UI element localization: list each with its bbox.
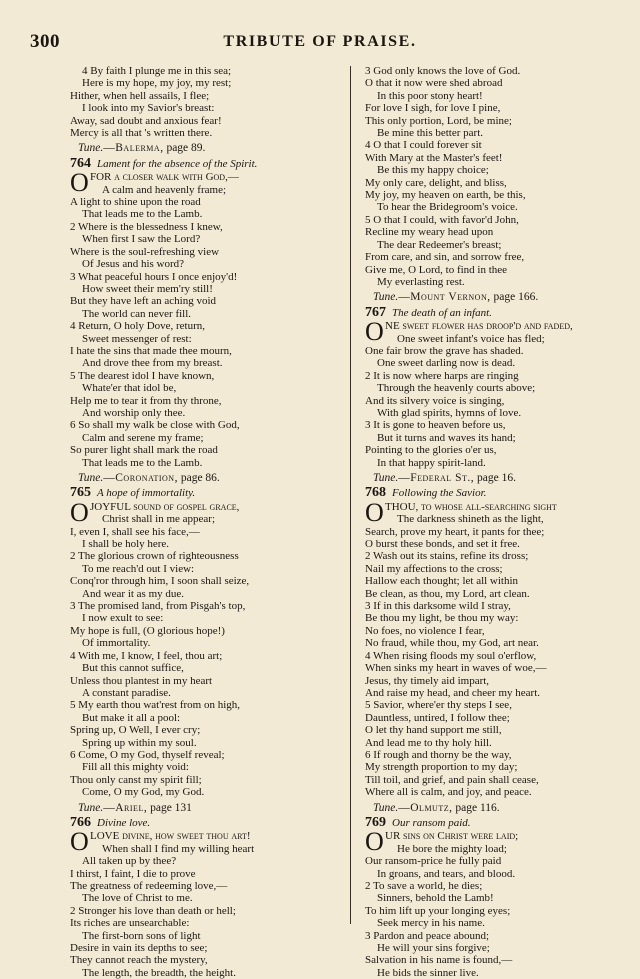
verse-line: The dear Redeemer's breast;	[377, 238, 502, 251]
verse-line: I shall be holy here.	[82, 538, 170, 551]
drop-cap: O	[365, 827, 384, 857]
verse-line: One fair brow the grave has shaded.	[365, 344, 524, 357]
verse-line: My only care, delight, and bliss,	[365, 176, 507, 189]
verse-line: 2 Wash out its stains, refine its dross;	[365, 550, 529, 563]
stanza-block	[365, 526, 640, 799]
verse-line: How sweet their mem'ry still!	[82, 282, 213, 295]
verse-line: Till toil, and grief, and pain shall cease,	[365, 773, 539, 786]
tune-page: page 131	[150, 801, 192, 814]
verse-line: 4 When rising floods my soul o'erflow,	[365, 649, 537, 662]
verse-line: Be mine this better part.	[377, 127, 483, 140]
verse-line: Of immortality.	[82, 637, 151, 650]
verse-line: 5 O that I could, with favor'd John,	[365, 213, 519, 226]
stanza-block	[365, 855, 640, 979]
verse-line: 4 By faith I plunge me in this sea;	[82, 65, 232, 77]
verse-line: Search, prove my heart, it pants for thee;	[365, 525, 545, 538]
verse-line: Fill all this mighty void:	[82, 761, 189, 774]
tune-name: —Coronation,	[103, 472, 178, 484]
first-stanza	[70, 168, 345, 198]
verse-line: I thirst, I faint, I die to prove	[70, 867, 196, 880]
verse-line: The world can never fill.	[82, 307, 192, 320]
hymn-number: 765	[70, 485, 91, 501]
verse-line: And raise my head, and cheer my heart.	[365, 686, 541, 699]
tune-page: page 86.	[180, 472, 220, 484]
verse-line: O burst these bonds, and set it free.	[365, 538, 520, 551]
tune-label: Tune.	[373, 801, 399, 814]
verse-line: To hear the Bridegroom's voice.	[377, 201, 518, 214]
verse-line: Sinners, behold the Lamb!	[377, 892, 494, 905]
verse-line: Jesus, thy timely aid impart,	[365, 674, 490, 687]
verse-line: 6 Come, O my God, thyself reveal;	[70, 748, 225, 761]
tune-page: page 16.	[476, 472, 516, 484]
tune-name: —Federal St.,	[398, 472, 475, 484]
hymn-title: A hope of immortality.	[97, 487, 196, 500]
verse-line: 3 God only knows the love of God.	[365, 65, 521, 77]
verse-line: So purer light shall mark the road	[70, 444, 218, 457]
verse-line: That leads me to the Lamb.	[82, 456, 203, 469]
first-line: FOR a closer walk with God,—	[90, 171, 239, 184]
second-line: One sweet infant's voice has fled;	[397, 332, 545, 345]
verse-line: And its silvery voice is singing,	[365, 394, 505, 407]
verse-line: Thou only canst my spirit fill;	[70, 773, 202, 786]
tune-page: page 116.	[455, 801, 500, 814]
verse-line: My hope is full, (O glorious hope!)	[70, 624, 225, 637]
stanza-block	[365, 65, 640, 288]
tune-line	[78, 802, 345, 814]
tune-line	[373, 291, 640, 303]
verse-line: Spring up within my soul.	[82, 736, 197, 749]
first-stanza	[365, 827, 640, 857]
verse-line: 3 The promised land, from Pisgah's top,	[70, 600, 246, 613]
verse-line: No foes, no violence I fear,	[365, 624, 485, 637]
verse-line: They cannot reach the mystery,	[70, 954, 208, 967]
verse-line: Be this my happy choice;	[377, 164, 489, 177]
tune-page: page 89.	[166, 142, 206, 155]
verse-line: 3 It is gone to heaven before us,	[365, 419, 506, 432]
verse-line: 6 If rough and thorny be the way,	[365, 748, 512, 761]
first-stanza	[365, 497, 640, 527]
verse-line: All taken up by thee?	[82, 855, 177, 868]
verse-line: Through the heavenly courts above;	[377, 382, 536, 395]
verse-line: Help me to tear it from thy throne,	[70, 394, 222, 407]
hymn-title: Lament for the absence of the Spirit.	[97, 157, 258, 170]
tune-line	[373, 802, 640, 814]
tune-name: —Olmutz,	[398, 801, 453, 814]
verse-line: With Mary at the Master's feet!	[365, 151, 503, 164]
verse-line: O that it now were shed abroad	[365, 77, 503, 90]
verse-line: 4 Return, O holy Dove, return,	[70, 320, 206, 333]
drop-cap: O	[365, 497, 384, 527]
first-line: JOYFUL sound of gospel grace,	[90, 500, 240, 513]
verse-line: But it turns and waves its hand;	[377, 431, 516, 444]
verse-line: 3 Pardon and peace abound;	[365, 929, 490, 942]
verse-line: Hallow each thought; let all within	[365, 575, 519, 588]
verse-line: My joy, my heaven on earth, be this,	[365, 189, 526, 202]
tune-label: Tune.	[373, 472, 399, 484]
verse-line: That leads me to the Lamb.	[82, 208, 203, 221]
hymn-header	[70, 155, 345, 171]
verse-line: 6 So shall my walk be close with God,	[70, 419, 240, 432]
verse-line: In this poor stony heart!	[377, 89, 483, 102]
verse-line: Where all is calm, and joy, and peace.	[365, 786, 532, 799]
verse-line: Away, sad doubt and anxious fear!	[70, 114, 222, 127]
second-line: When shall I find my willing heart	[102, 842, 255, 855]
verse-line: With glad spirits, hymns of love.	[377, 406, 522, 419]
tune-label: Tune.	[78, 801, 104, 814]
tune-line	[78, 142, 345, 154]
verse-line: Recline my weary head upon	[365, 226, 494, 239]
verse-line: The love of Christ to me.	[82, 892, 193, 905]
verse-line: In groans, and tears, and blood.	[377, 867, 516, 880]
verse-line: My strength proportion to my day;	[365, 761, 518, 774]
verse-line: Here is my hope, my joy, my rest;	[82, 77, 232, 90]
drop-cap: O	[365, 317, 384, 347]
tune-page: page 166.	[493, 291, 539, 304]
second-line: A calm and heavenly frame;	[102, 183, 227, 196]
stanza-block	[70, 526, 345, 799]
verse-line: The length, the breadth, the height.	[82, 966, 236, 979]
verse-line: Our ransom-price he fully paid	[365, 855, 502, 868]
tune-label: Tune.	[373, 291, 399, 304]
verse-line: Spring up, O Well, I ever cry;	[70, 724, 201, 737]
verse-line: I hate the sins that made thee mourn,	[70, 344, 232, 357]
verse-line: But this cannot suffice,	[82, 662, 184, 675]
verse-line: A light to shine upon the road	[70, 196, 201, 209]
verse-line: 2 Where is the blessedness I knew,	[70, 220, 223, 233]
verse-line: Come, O my God, my God.	[82, 786, 205, 799]
verse-line: Its riches are unsearchable:	[70, 917, 190, 930]
running-head: TRIBUTE OF PRAISE.	[223, 33, 417, 50]
stanza-block	[365, 345, 640, 469]
verse-line: And drove thee from my breast.	[82, 357, 223, 370]
verse-line: 3 If in this darksome wild I stray,	[365, 600, 511, 613]
hymn-header	[70, 814, 345, 830]
hymn-number: 769	[365, 814, 386, 830]
verse-line: 5 My earth thou wat'rest from on high,	[70, 699, 241, 712]
verse-line: When sinks my heart in waves of woe,—	[365, 662, 547, 675]
verse-line: Conq'ror through him, I soon shall seize,	[70, 575, 250, 588]
second-line: The darkness shineth as the light,	[397, 513, 544, 526]
verse-line: No fraud, while thou, my God, art near.	[365, 637, 539, 650]
first-stanza	[70, 827, 345, 857]
hymn-number: 768	[365, 485, 386, 501]
verse-line: And worship only thee.	[82, 406, 186, 419]
hymn-title: Our ransom paid.	[392, 816, 471, 829]
verse-line: In that happy spirit-land.	[377, 456, 486, 469]
verse-line: When first I saw the Lord?	[82, 233, 201, 246]
verse-line: One sweet darling now is dead.	[377, 357, 516, 370]
tune-name: —Balerma,	[103, 142, 164, 155]
verse-line: He will your sins forgive;	[377, 942, 490, 955]
verse-line: To me reach'd out I view:	[82, 562, 195, 575]
verse-line: 5 The dearest idol I have known,	[70, 369, 215, 382]
verse-line: Unless thou plantest in my heart	[70, 674, 213, 687]
hymn-number: 766	[70, 814, 91, 830]
verse-line: He bids the sinner live.	[377, 966, 479, 979]
tune-line	[78, 472, 345, 484]
verse-line: Dauntless, untired, I follow thee;	[365, 711, 510, 724]
tune-label: Tune.	[78, 472, 104, 484]
left-column	[70, 65, 345, 979]
hymn-header	[365, 304, 640, 320]
verse-line: The first-born sons of light	[82, 929, 201, 942]
verse-line: Salvation in his name is found,—	[365, 954, 513, 967]
verse-line: Desire in vain its depths to see;	[70, 942, 208, 955]
stanza-block	[70, 65, 345, 139]
first-stanza	[70, 497, 345, 527]
verse-line: Mercy is all that 's written there.	[70, 127, 213, 140]
verse-line: Sweet messenger of rest:	[82, 332, 192, 345]
hymn-header	[365, 814, 640, 830]
stanza-block	[70, 855, 345, 979]
verse-line: 2 Stronger his love than death or hell;	[70, 904, 236, 917]
stanza-block	[70, 196, 345, 469]
verse-line: 4 O that I could forever sit	[365, 139, 482, 152]
verse-line: 2 To save a world, he dies;	[365, 880, 483, 892]
hymn-title: Divine love.	[97, 816, 151, 829]
second-line: He bore the mighty load;	[397, 842, 507, 855]
verse-line: This only portion, Lord, be mine;	[365, 114, 512, 127]
verse-line: Be thou my light, be thou my way:	[365, 612, 519, 625]
verse-line: To him lift up your longing eyes;	[365, 904, 511, 917]
drop-cap: O	[70, 168, 89, 198]
verse-line: Of Jesus and his word?	[82, 258, 185, 271]
verse-line: The greatness of redeeming love,—	[70, 880, 228, 892]
hymn-title: Following the Savior.	[392, 487, 487, 500]
verse-line: My everlasting rest.	[377, 275, 465, 288]
first-line: NE sweet flower has droop'd and faded,	[385, 320, 573, 333]
tune-name: —Ariel,	[103, 801, 148, 814]
verse-line: But they have left an aching void	[70, 295, 217, 308]
verse-line: From care, and sin, and sorrow free,	[365, 251, 525, 264]
verse-line: Whate'er that idol be,	[82, 382, 177, 395]
verse-line: And wear it as my due.	[82, 587, 185, 600]
verse-line: Calm and serene my frame;	[82, 431, 204, 444]
hymn-header	[365, 487, 640, 499]
first-line: LOVE divine, how sweet thou art!	[90, 830, 251, 843]
tune-line	[373, 472, 640, 484]
first-line: THOU, to whose all-searching sight	[385, 500, 557, 513]
verse-line: O let thy hand support me still,	[365, 724, 502, 737]
verse-line: I look into my Savior's breast:	[82, 102, 215, 115]
verse-line: Be clean, as thou, my Lord, art clean.	[365, 587, 530, 600]
first-line: UR sins on Christ were laid;	[385, 830, 519, 843]
hymn-header	[70, 487, 345, 499]
verse-line: A constant paradise.	[82, 686, 171, 699]
verse-line: Seek mercy in his name.	[377, 917, 485, 930]
second-line: Christ shall in me appear;	[102, 513, 216, 526]
verse-line: Pointing to the glories o'er us,	[365, 444, 497, 457]
verse-line: 4 With me, I know, I feel, thou art;	[70, 649, 223, 662]
tune-name: —Mount Vernon,	[398, 291, 491, 304]
verse-line: And lead me to thy holy hill.	[365, 736, 492, 749]
verse-line: 5 Savior, where'er thy steps I see,	[365, 699, 512, 712]
right-column	[365, 65, 640, 979]
verse-line: Hither, when hell assails, I flee;	[70, 89, 210, 102]
drop-cap: O	[70, 827, 89, 857]
verse-line: But make it all a pool:	[82, 711, 181, 724]
verse-line: 2 It is now where harps are ringing	[365, 369, 519, 382]
verse-line: 3 What peaceful hours I once enjoy'd!	[70, 270, 238, 283]
verse-line: Nail my affections to the cross;	[365, 562, 503, 575]
hymn-number: 764	[70, 155, 91, 171]
verse-line: For love I sigh, for love I pine,	[365, 102, 501, 115]
tune-label: Tune.	[78, 142, 104, 155]
verse-line: 2 The glorious crown of righteousness	[70, 550, 239, 563]
column-rule	[350, 66, 351, 924]
verse-line: I now exult to see:	[82, 612, 164, 625]
page-number: 300	[30, 31, 60, 52]
first-stanza	[365, 317, 640, 347]
verse-line: Where is the soul-refreshing view	[70, 245, 220, 258]
verse-line: Give me, O Lord, to find in thee	[365, 263, 508, 276]
verse-line: I, even I, shall see his face,—	[70, 525, 200, 538]
hymn-title: The death of an infant.	[392, 306, 492, 319]
drop-cap: O	[70, 497, 89, 527]
hymn-number: 767	[365, 304, 386, 320]
